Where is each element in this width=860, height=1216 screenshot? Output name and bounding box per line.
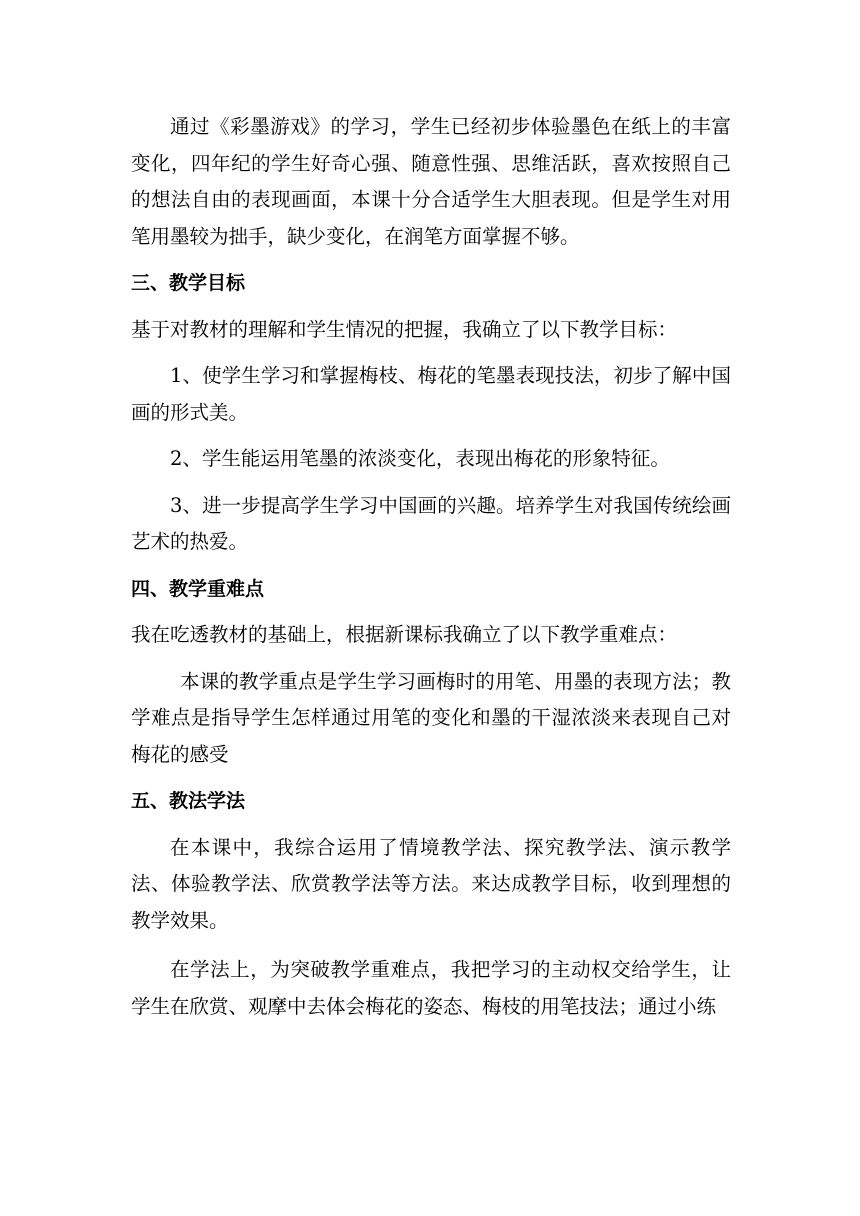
heading-key-difficulties: 四、教学重难点 bbox=[131, 577, 265, 600]
paragraph-difficulties-intro: 我在吃透教材的基础上，根据新课标我确立了以下教学重难点： bbox=[131, 623, 678, 646]
heading-methods: 五、教法学法 bbox=[131, 790, 246, 812]
paragraph-key-points: 本课的教学重点是学生学习画梅时的用笔、用墨的表现方法；教学难点是指导学生怎样通过用笔的变化和墨的干湿浓淡来表现自己对梅花的感受 bbox=[131, 669, 731, 766]
paragraph-goal-1: 1、使学生学习和掌握梅枝、梅花的笔墨表现技法，初步了解中国画的形式美。 bbox=[131, 364, 731, 424]
paragraph-goals-intro: 基于对教材的理解和学生情况的把握，我确立了以下教学目标： bbox=[131, 317, 678, 341]
paragraph-goal-2: 2、学生能运用笔墨的浓淡变化，表现出梅花的形象特征。 bbox=[170, 447, 670, 470]
paragraph-student-analysis: 通过《彩墨游戏》的学习，学生已经初步体验墨色在纸上的丰富变化，四年纪的学生好奇心强、随意性强、思维活跃，喜欢按照自己的想法自由的表现画面，本课十分合适学生大胆表现。但是学生对用笔用墨较为拙手，缺少变化，在润笔方面掌握不够。 bbox=[131, 115, 731, 248]
paragraph-teaching-methods: 在本课中，我综合运用了情境教学法、探究教学法、演示教学法、体验教学法、欣赏教学法等方法。来达成教学目标，收到理想的教学效果。 bbox=[131, 835, 731, 932]
paragraph-learning-methods: 在学法上，为突破教学重难点，我把学习的主动权交给学生，让学生在欣赏、观摩中去体会梅花的姿态、梅枝的用笔技法；通过小练 bbox=[131, 958, 731, 1018]
document-page bbox=[131, 109, 731, 1025]
heading-teaching-goals: 三、教学目标 bbox=[131, 272, 246, 294]
paragraph-goal-3: 3、进一步提高学生学习中国画的兴趣。培养学生对我国传统绘画艺术的热爱。 bbox=[131, 493, 731, 553]
